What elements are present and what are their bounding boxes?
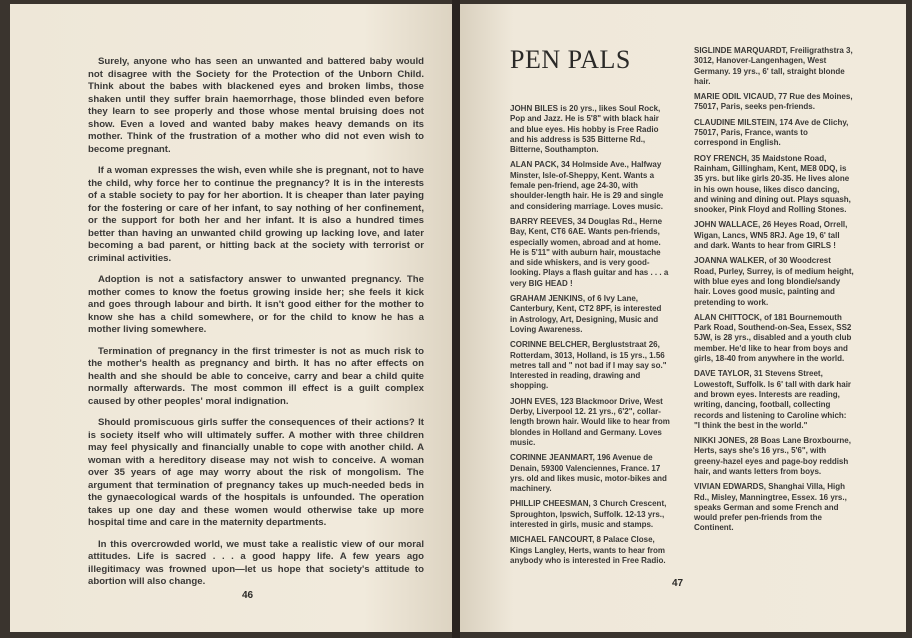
pen-pal-entry: DAVE TAYLOR, 31 Stevens Street, Lowestoft, Suffolk. Is 6' tall with dark hair and brown eyes. Interests are reading, writing, dancing, football, collecting records and listening to Caroline which: "I think the best in the world." — [694, 369, 852, 430]
pen-pal-entry: MARIE ODIL VICAUD, 77 Rue des Moines, 75017, Paris, seeks pen-friends. — [694, 92, 853, 112]
essay-text — [88, 56, 424, 598]
page-title: PEN PALS — [510, 45, 631, 74]
pen-pal-entry: NIKKI JONES, 28 Boas Lane Broxbourne, Herts, says she's 16 yrs., 5'6", with greeny-hazel eyes and page-boy reddish hair, and wants letters from boys. — [694, 436, 851, 476]
pen-pal-entry: CORINNE JEANMART, 196 Avenue de Denain, 59300 Valenciennes, France. 17 yrs. old and likes music, motor-bikes and machinery. — [510, 453, 667, 494]
pen-pal-entry: CLAUDINE MILSTEIN, 174 Ave de Clichy, 75017, Paris, France, wants to correspond in English. — [694, 117, 849, 148]
pen-pal-entry: SIGLINDE MARQUARDT, Freiligrathstra 3, 3012, Hanover-Langenhagen, West Germany. 19 yrs., 6' tall, straight blonde hair. — [694, 46, 853, 86]
essay-paragraph: If a woman expresses the wish, even while she is pregnant, not to have the child, why force her to continue the pregnancy? It is in the interests of a stable society to pay for her abortion. It is cheaper than later paying for the fostering or care of her infant, to say nothing of her confinement, or the support for both her and her infant. It is also a hundred times better than having an unwanted child growing up lacking love, and later becoming a bad parent, or hitting back at the society with terrorist or criminal activities. — [88, 165, 424, 264]
page-number-right: 47 — [672, 578, 684, 589]
pen-pals-column-right — [694, 46, 854, 539]
pen-pal-entry: JOANNA WALKER, of 30 Woodcrest Road, Purley, Surrey, is of medium height, with blue eyes and long blondie/sandy hair. Loves good music, painting and pretending to work. — [694, 256, 854, 307]
essay-paragraph: Adoption is not a satisfactory answer to unwanted pregnancy. The mother comes to know the foetus growing inside her; she feels it kick and goes through labour and birth. It isn't good either for the mother to know she has a child somewhere, or for the child to know he has a mother living somewhere. — [88, 274, 424, 335]
pen-pal-entry: VIVIAN EDWARDS, Shanghai Villa, High Rd., Misley, Manningtree, Essex. 16 yrs., speaks German and some French and would prefer pen-friends from the Continent. — [694, 482, 847, 533]
pen-pal-entry: ALAN PACK, 34 Holmside Ave., Halfway Minster, Isle-of-Sheppy, Kent. Wants a female pen-friend, age 24-30, with shoulder-length hair. He is 29 and single and considering marriage. Loves music. — [510, 160, 664, 211]
pen-pal-entry: JOHN EVES, 123 Blackmoor Drive, West Derby, Liverpool 12. 21 yrs., 6'2", collar-length brown hair. Would like to hear from blondes in Holland and Germany. Loves music. — [510, 396, 670, 447]
pen-pal-entry: CORINNE BELCHER, Bergluststraat 26, Rotterdam, 3013, Holland, is 15 yrs., 1.56 metres tall and " not bad if I may say so." Interested in reading, drawing and shopping. — [510, 340, 667, 391]
pen-pal-entry: ALAN CHITTOCK, of 181 Bournemouth Park Road, Southend-on-Sea, Essex, SS2 5JW, is 28 yrs., disabled and a youth club member. He'd like to hear from boys and girls, 18-40 from anywhere in the world. — [694, 312, 852, 364]
pen-pals-column-left — [510, 104, 670, 571]
pen-pal-entry: MICHAEL FANCOURT, 8 Palace Close, Kings Langley, Herts, wants to hear from anybody who is interested in Free Radio. — [510, 535, 666, 565]
pen-pal-entry: ROY FRENCH, 35 Maidstone Road, Rainham, Gillingham, Kent, ME8 0DQ, is 35 yrs. but like girls 20-35. He lives alone in his own house, likes disco dancing, and wining and dining out. Plays squash, snooker, Pink Floyd and Rolling Stones. — [694, 153, 851, 215]
pen-pal-entry: GRAHAM JENKINS, of 6 Ivy Lane, Canterbury, Kent, CT2 8PF, is interested in Astrology, Art, Designing, Music and Loving Awareness. — [510, 294, 662, 334]
pen-pal-entry: JOHN WALLACE, 26 Heyes Road, Orrell, Wigan, Lancs, WN5 8RJ. Age 19, 6' tall and dark. Wants to hear from GIRLS ! — [694, 220, 848, 251]
right-page — [460, 4, 906, 632]
essay-paragraph: Termination of pregnancy in the first trimester is not as much risk to the mother's health as pregnancy and birth. It has no after effects on health and she should be able to conceive, carry and bear a child quite normally afterwards. The most common ill effect is a guilt complex caused by other peoples' moral indignation. — [88, 345, 424, 407]
pen-pal-entry: JOHN BILES is 20 yrs., likes Soul Rock, Pop and Jazz. He is 5'8" with black hair and blue eyes. His hobby is Free Radio and his address is 535 Bitterne Rd., Bitterne, Southampton. — [510, 104, 661, 155]
left-page — [10, 4, 452, 632]
book-gutter — [452, 0, 460, 638]
pen-pal-entry: PHILLIP CHEESMAN, 3 Church Crescent, Sproughton, Ipswich, Suffolk. 12-13 yrs., interested in girls, music and stamps. — [510, 499, 667, 529]
pen-pal-entry: BARRY REEVES, 34 Douglas Rd., Herne Bay, Kent, CT6 6AE. Wants pen-friends, especially women, abroad and at home. He is 5'11" with auburn hair, moustache and side whiskers, and is very good-looking. Plays a flash guitar and has . . . a very BIG HEAD ! — [510, 216, 669, 288]
essay-paragraph: In this overcrowded world, we must take a realistic view of our moral attitudes. Life is sacred . . . a good happy life. A few years ago illegitimacy was frowned upon—let us hope that society's attitude to abortion will also change. — [88, 538, 424, 587]
essay-paragraph: Surely, anyone who has seen an unwanted and battered baby would not disagree with the Society for the Protection of the Unborn Child. Think about the babes with blackened eyes and broken limbs, those shaken until they suffer brain haemorrhage, those blinded even before they learn to see properly and those whose mental bruising does not show. Even a loved and wanted baby makes heavy demands on its mother. Think of the frustration of a mother who did not even wish to become pregnant. — [88, 56, 424, 155]
essay-paragraph: Should promiscuous girls suffer the consequences of their actions? It is society itself who will ultimately suffer. A mother with three children may feel physically and financially unable to cope with another child. A woman with a hereditory disease may not wish to conceive. A woman over 35 years of age may worry about the risk of mongolism. The argument that termination of pregnancy takes up much-needed beds in the gynaecological wards of the hospitals is unfounded. The operation takes up one day and these women would otherwise take up more hospital time and care in the maternity departments. — [88, 417, 424, 528]
page-number-left: 46 — [242, 590, 254, 601]
